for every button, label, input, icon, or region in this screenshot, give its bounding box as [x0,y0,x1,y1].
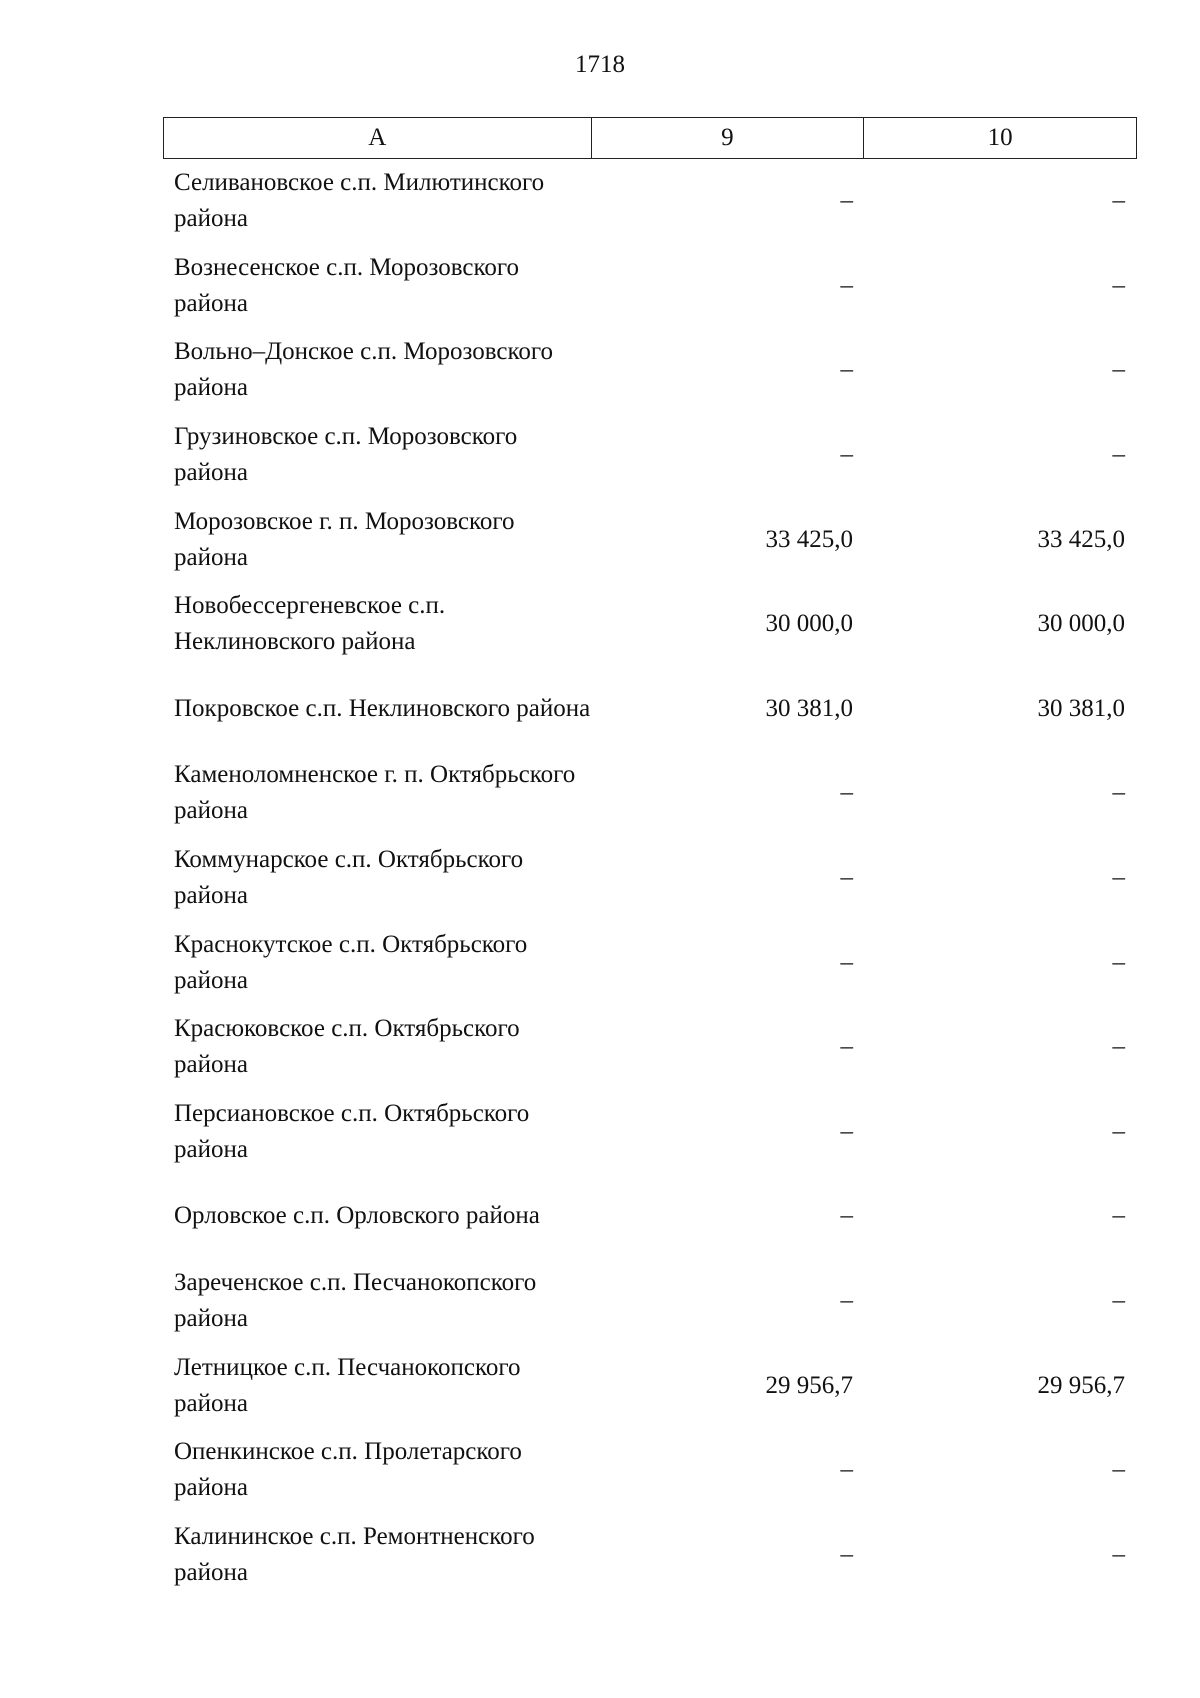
value-col-10: – [1112,187,1125,215]
table-row [163,244,1137,329]
value-col-10: 30 000,0 [1037,610,1125,638]
value-col-10: – [1112,1202,1125,1230]
settlement-name: Коммунарское с.п. Октябрьского района [174,846,524,910]
settlement-name: Покровское с.п. Неклиновского района [174,694,591,722]
value-col-9: – [840,1033,853,1061]
settlement-name: Краснокутское с.п. Октябрьского района [174,930,528,994]
table-row [163,667,1137,752]
table-row [163,920,1137,1005]
table-row [163,1513,1137,1598]
table-body [163,159,1137,1597]
settlement-name: Новобессергеневское с.п. Неклиновского района [174,592,446,656]
value-col-10: 29 956,7 [1037,1371,1125,1399]
value-col-10: – [1112,271,1125,299]
value-col-9: – [840,1117,853,1145]
settlement-name: Калининское с.п. Ремонтненского района [174,1522,535,1586]
value-col-9: – [840,271,853,299]
table-row [163,1428,1137,1513]
value-col-9: – [840,187,853,215]
value-col-9: – [840,1456,853,1484]
value-col-9: – [840,948,853,976]
data-table [163,117,1137,1597]
value-col-9: – [840,441,853,469]
table-row [163,159,1137,244]
header-cell-9: 9 [592,118,865,158]
value-col-9: 29 956,7 [765,1371,853,1399]
settlement-name: Опенкинское с.п. Пролетарского района [174,1438,522,1502]
settlement-name: Зареченское с.п. Песчанокопского района [174,1269,537,1333]
value-col-10: 33 425,0 [1037,525,1125,553]
settlement-name: Летницкое с.п. Песчанокопского района [174,1353,521,1417]
value-col-10: – [1112,1540,1125,1568]
table-row [163,1343,1137,1428]
settlement-name: Вознесенское с.п. Морозовского района [174,253,519,317]
value-col-10: – [1112,864,1125,892]
settlement-name: Красюковское с.п. Октябрьского района [174,1015,520,1079]
table-row [163,1090,1137,1175]
value-col-10: – [1112,948,1125,976]
table-row [163,413,1137,498]
header-cell-a: А [164,118,592,158]
settlement-name: Вольно–Донское с.п. Морозовского района [174,338,553,402]
value-col-10: – [1112,1117,1125,1145]
settlement-name: Персиановское с.п. Октябрьского района [174,1099,530,1163]
value-col-10: – [1112,1287,1125,1315]
table-row [163,582,1137,667]
table-row [163,497,1137,582]
value-col-9: – [840,1540,853,1568]
value-col-10: – [1112,1456,1125,1484]
value-col-9: – [840,779,853,807]
value-col-10: – [1112,441,1125,469]
settlement-name: Грузиновское с.п. Морозовского района [174,423,518,487]
table-row [163,836,1137,921]
table-row [163,1259,1137,1344]
table-row [163,1174,1137,1259]
settlement-name: Орловское с.п. Орловского района [174,1202,540,1230]
value-col-9: – [840,1287,853,1315]
value-col-9: – [840,864,853,892]
value-col-10: – [1112,356,1125,384]
table-row [163,328,1137,413]
settlement-name: Морозовское г. п. Морозовского района [174,507,515,571]
page-number: 1718 [575,51,625,78]
table-header [163,117,1137,159]
settlement-name: Селивановское с.п. Милютинского района [174,169,545,233]
value-col-9: – [840,356,853,384]
value-col-10: 30 381,0 [1037,694,1125,722]
settlement-name: Каменоломненское г. п. Октябрьского района [174,761,576,825]
header-cell-10: 10 [987,124,1013,151]
value-col-10: – [1112,779,1125,807]
value-col-9: 30 381,0 [765,694,853,722]
table-row [163,751,1137,836]
table-row [163,1005,1137,1090]
value-col-9: – [840,1202,853,1230]
value-col-10: – [1112,1033,1125,1061]
value-col-9: 30 000,0 [765,610,853,638]
value-col-9: 33 425,0 [765,525,853,553]
